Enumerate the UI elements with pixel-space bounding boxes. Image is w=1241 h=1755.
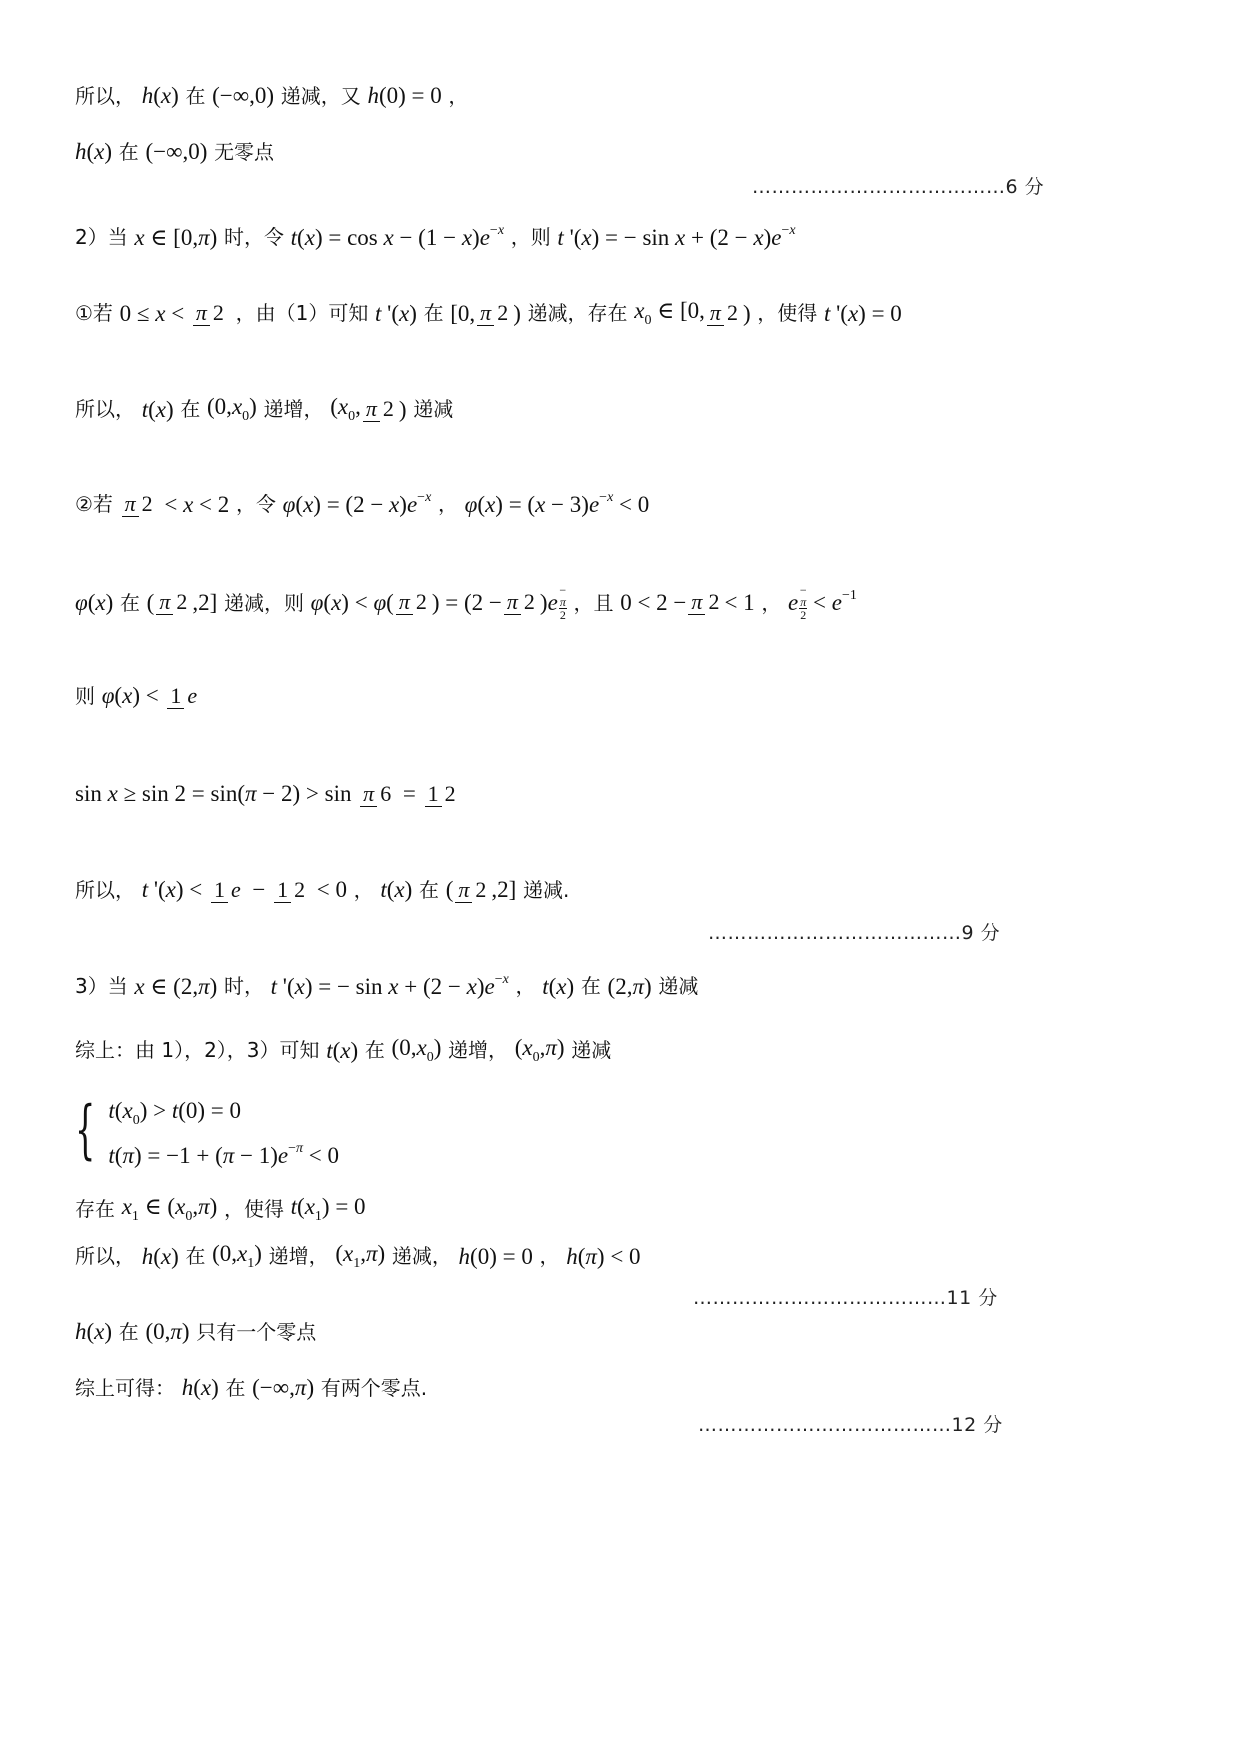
system-row-2: $t(\pi) = -1 + (\pi - 1)e^{-\pi} < 0$ <box>108 1141 340 1168</box>
system-row-1: $t(x_0) > t(0) = 0$ <box>108 1098 242 1128</box>
solution-line-1: 所以， h(x) 在 (−∞,0) 递减，又 h(0) = 0 ， <box>75 83 469 108</box>
solution-line-9: sin x ≥ sin 2 = sin(π − 2) > sin π 6 = 1 2 <box>75 780 456 806</box>
solution-line-12: 综上：由 1），2），3）可知 t(x) 在 $(0,x_0)$ 递增， $(x_0,\pi)$ 递减 <box>75 1035 612 1065</box>
solution-line-7: φ(x) 在 ( π 2 ,2] 递减，则 φ(x) < φ( π 2 ) = (2 − π 2 )e − π 2 ，且 0 < 2 − π 2 < 1 ， e − π 2 < $e^{-1}$ <box>75 583 857 622</box>
score-marker-12: …………………………………12 分 <box>698 1414 1003 1436</box>
solution-line-8: 则 φ(x) < 1 e <box>75 682 198 708</box>
solution-line-17: 综上可得： h(x) 在 (−∞,π) 有两个零点. <box>75 1375 428 1400</box>
solution-line-11: 3）当 x ∈ (2,π) 时， t '(x) = − $\sin x + (2 - x)e^{-x}$ ， t(x) 在 (2,π) 递减 <box>75 972 699 999</box>
solution-line-10: 所以， t '(x) < 1 e − 1 2 < 0 ， t(x) 在 ( π 2 ,2] 递减. <box>75 876 570 902</box>
solution-line-5: 所以， t(x) 在 $(0,x_0)$ 递增， ($x_0$, π 2 ) 递减 <box>75 394 454 424</box>
solution-line-3: 2）当 x ∈ [0,π) 时，令 $t(x) = \cos x - (1 - x)e^{-x}$ ，则 t '(x) = − $\sin x + (2 - x)e^{-x}$ <box>75 223 796 250</box>
score-marker-9: …………………………………9 分 <box>708 922 1001 944</box>
score-marker-6: …………………………………6 分 <box>752 176 1045 198</box>
solution-line-6: ②若 π 2 < x < 2 ，令 $\varphi(x) = (2 - x)e^{-x}$ ， $\varphi(x) = (x - 3)e^{-x} < 0$ <box>75 490 650 517</box>
solution-line-4: ①若 0 ≤ x < π 2 ，由（1）可知 t '(x) 在 [0, π 2 ) 递减，存在 $x_0$ ∈ [0, π 2 ) ，使得 t '(x) = 0 <box>75 298 902 328</box>
solution-line-2: h(x) 在 (−∞,0) 无零点 <box>75 139 275 164</box>
score-marker-11: …………………………………11 分 <box>693 1287 998 1309</box>
solution-line-14: 存在 $x_1$ ∈ $(x_0,\pi)$ ，使得 $t(x_1) = 0$ <box>75 1194 366 1224</box>
solution-system: { $t(x_0) > t(0) = 0$ $t(\pi) = -1 + (\pi - 1)e^{-\pi} < 0$ <box>75 1093 340 1168</box>
solution-line-16: h(x) 在 (0,π) 只有一个零点 <box>75 1319 317 1344</box>
solution-line-15: 所以， h(x) 在 $(0,x_1)$ 递增， $(x_1,\pi)$ 递减， h(0) = 0 ， h(π) < 0 <box>75 1241 641 1271</box>
